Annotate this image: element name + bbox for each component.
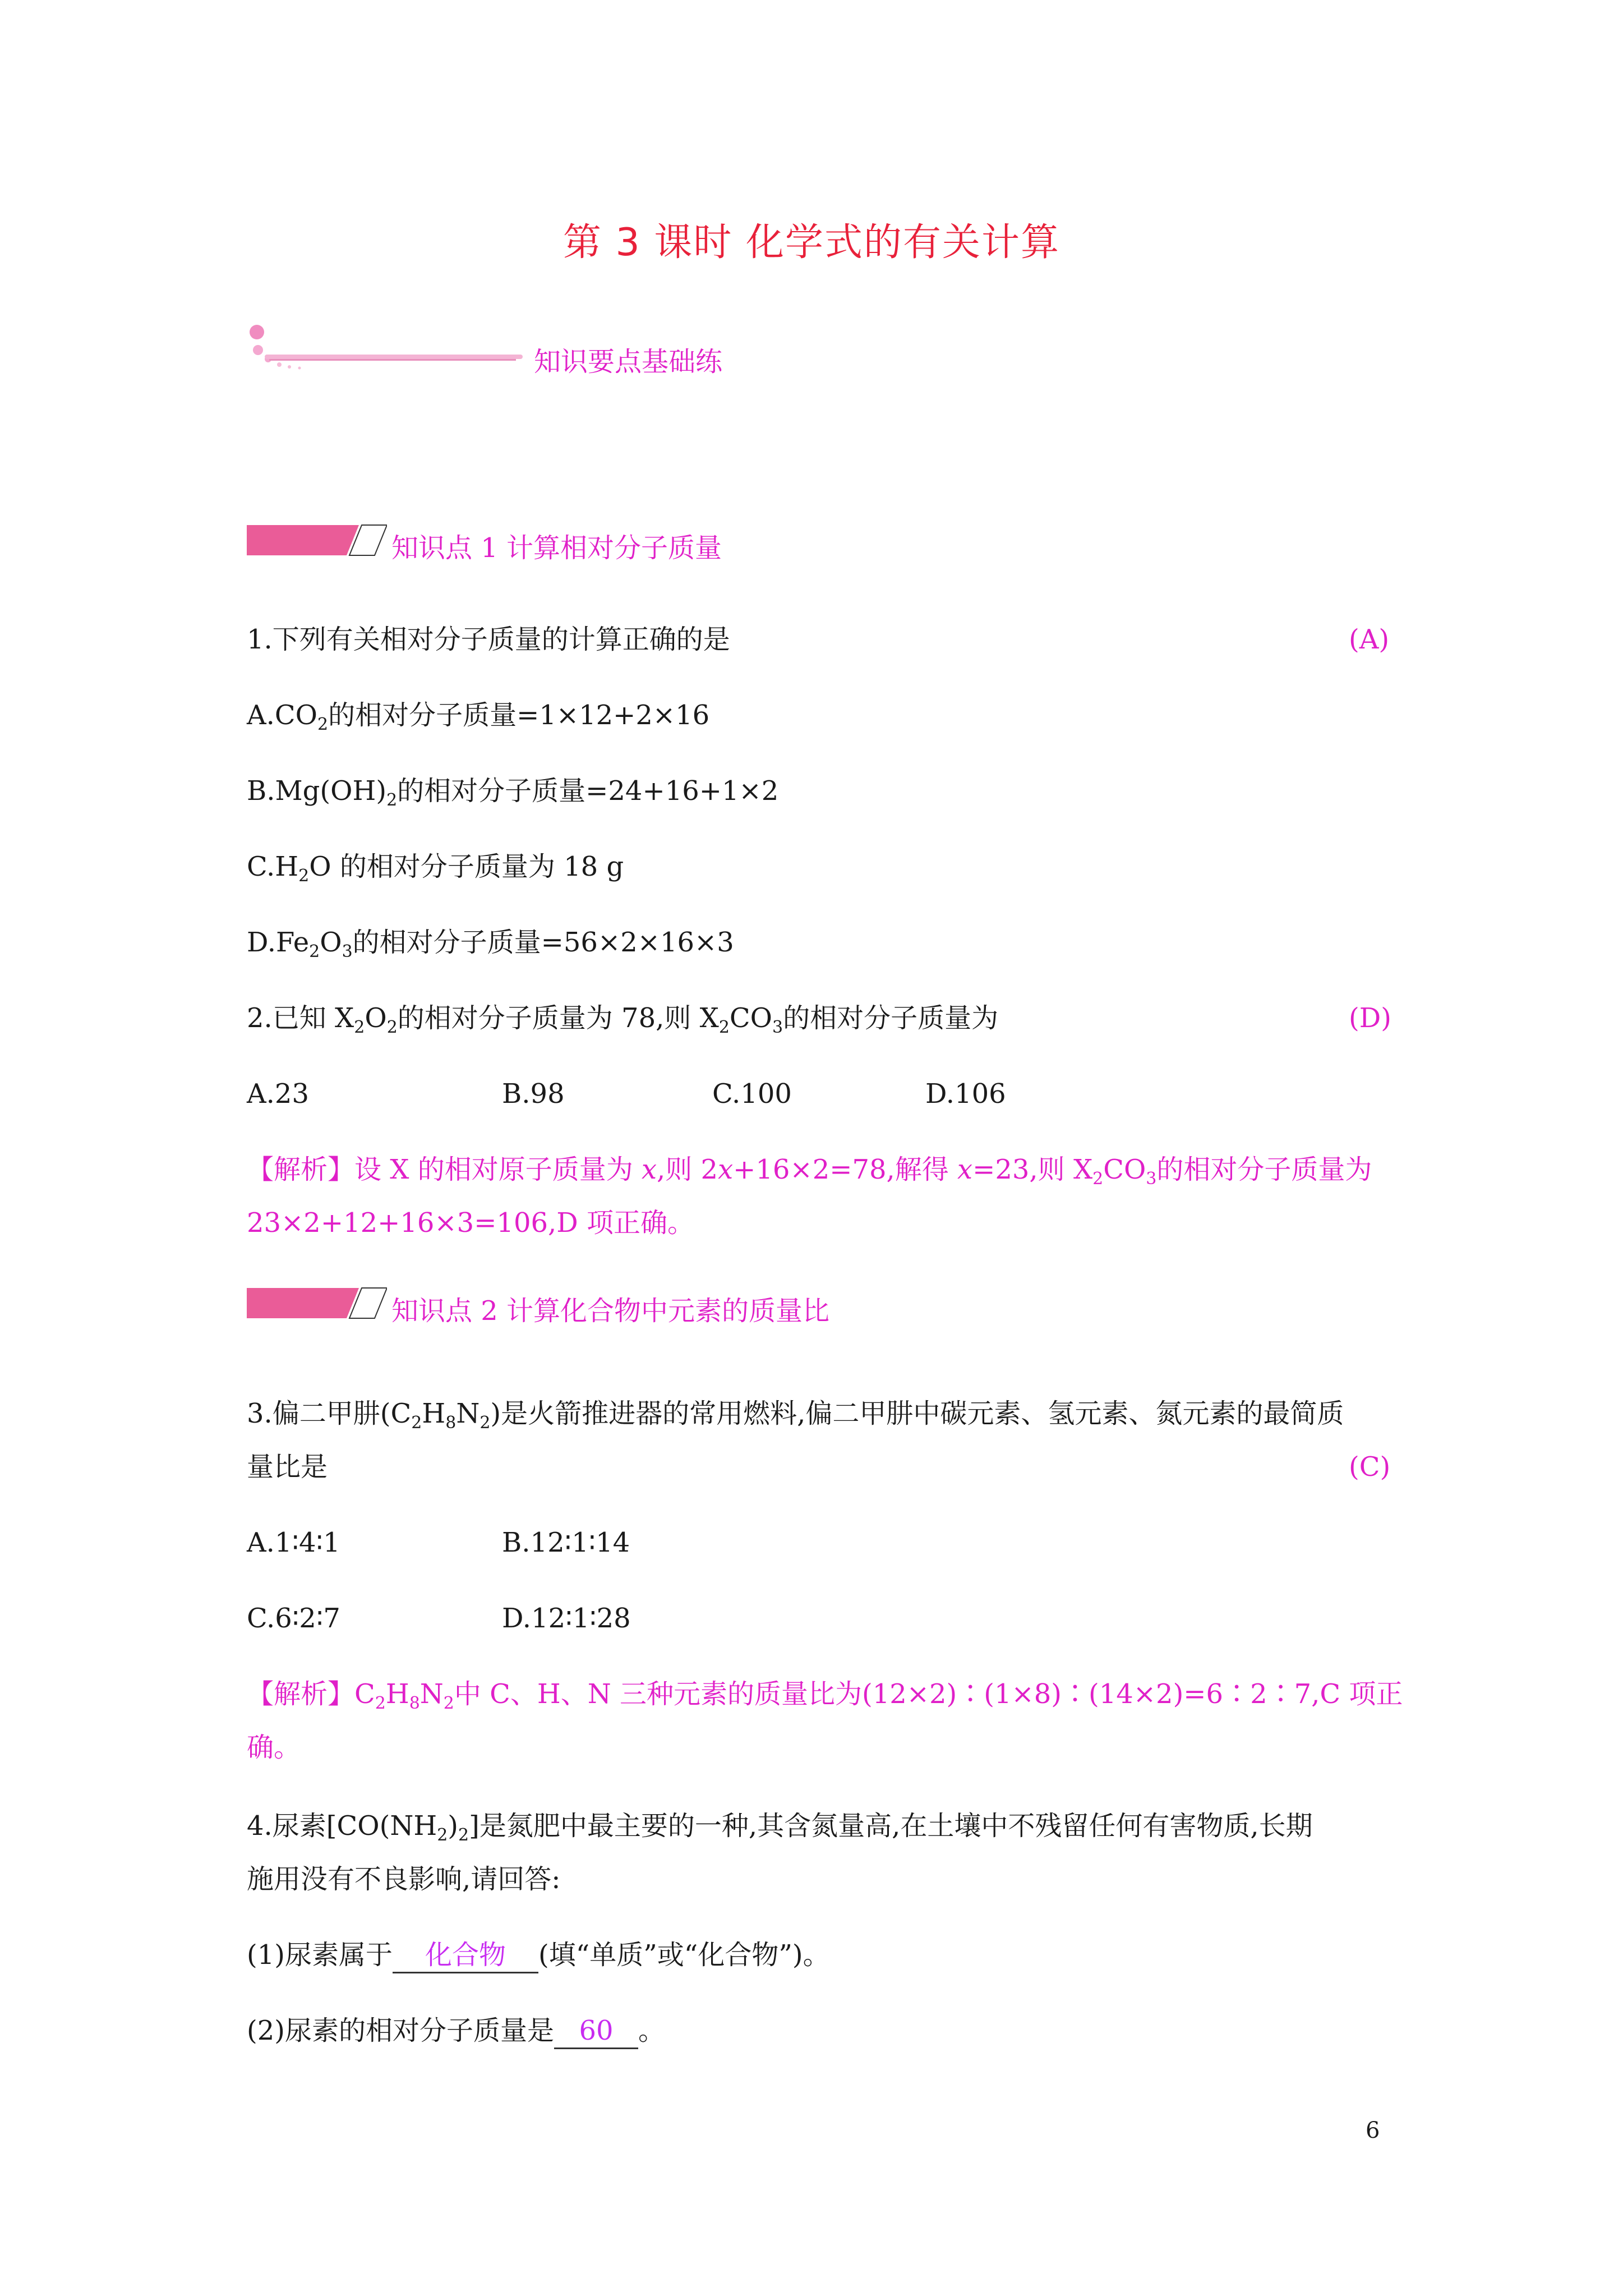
q3-option-b: B.12∶1∶14	[502, 1527, 630, 1558]
q3-analysis-line2: 确。	[247, 1732, 301, 1763]
knowledge-point-1	[247, 522, 808, 564]
knowledge-point-2	[247, 1285, 864, 1327]
q1-stem: 1.下列有关相对分子质量的计算正确的是	[247, 624, 730, 655]
q3-stem-line1: 3.偏二甲肼$(C_2H_8N_2)$是火箭推进器的常用燃料,偏二甲肼中碳元素、氢元素、氮元素的最简质	[247, 1398, 1344, 1433]
q4-stem-line2: 施用没有不良影响,请回答:	[247, 1864, 561, 1895]
q2-analysis-line2: 23×2+12+16×3=106,D 项正确。	[247, 1207, 695, 1239]
kp-tag-icon	[247, 1285, 387, 1324]
kp1-label: 知识点 1 计算相对分子质量	[391, 532, 722, 564]
q2-answer: (D)	[1349, 1002, 1391, 1034]
q4-part1-blank: 化合物	[393, 1938, 538, 1973]
page-title: 第 3 课时 化学式的有关计算	[562, 220, 1061, 265]
kp-tag-icon	[247, 522, 387, 561]
q1-option-b: $B.Mg(OH)_2$的相对分子质量=24+16+1×2	[247, 775, 779, 810]
q2-option-b: B.98	[502, 1078, 565, 1110]
q1-option-d: $D.Fe_2O_3$的相对分子质量=56×2×16×3	[247, 927, 734, 961]
q4-stem-line1: 4.尿素$[CO(NH_2)_2]$是氮肥中最主要的一种,其含氮量高,在土壤中不残留任何有害物质,长期	[247, 1810, 1313, 1845]
q2-stem: 2.已知 $X_2O_2$的相对分子质量为 78,则 $X_2CO_3$的相对分子质量为	[247, 1002, 999, 1037]
q3-analysis-line1: 【解析】$C_2H_8N_2$中 C、H、N 三种元素的质量比为(12×2)∶(1×8)∶(14×2)=6∶2∶7,C 项正	[247, 1678, 1403, 1713]
q1-option-a: $A.CO_2$的相对分子质量=1×12+2×16	[247, 700, 710, 734]
section-banner-label: 知识要点基础练	[534, 346, 723, 378]
q2-option-d: D.106	[925, 1078, 1006, 1110]
q1-answer: (A)	[1349, 624, 1390, 655]
q2-analysis-line1: 【解析】设 X 的相对原子质量为 x,则 2x+16×2=78,解得 x=23,则 $X_2CO_3$的相对分子质量为	[247, 1154, 1372, 1189]
section-banner	[247, 320, 751, 381]
q3-stem-line2: 量比是	[247, 1451, 328, 1483]
q4-part2: (2)尿素的相对分子质量是 60 。	[247, 2014, 665, 2049]
q1-option-c: $C.H_2O$ 的相对分子质量为 18 g	[247, 851, 624, 886]
q4-part1: (1)尿素属于 化合物 (填“单质”或“化合物”)。	[247, 1938, 830, 1973]
q3-option-d: D.12∶1∶28	[502, 1603, 631, 1634]
banner-decoration-icon	[247, 320, 538, 381]
q2-option-a: A.23	[247, 1078, 309, 1110]
q4-part2-blank: 60	[554, 2014, 638, 2049]
q3-option-a: A.1∶4∶1	[247, 1527, 340, 1558]
q3-option-c: C.6∶2∶7	[247, 1603, 340, 1634]
q3-answer: (C)	[1349, 1451, 1391, 1483]
q2-option-c: C.100	[712, 1078, 792, 1110]
kp2-label: 知识点 2 计算化合物中元素的质量比	[391, 1295, 830, 1327]
page-number: 6	[1366, 2118, 1380, 2143]
